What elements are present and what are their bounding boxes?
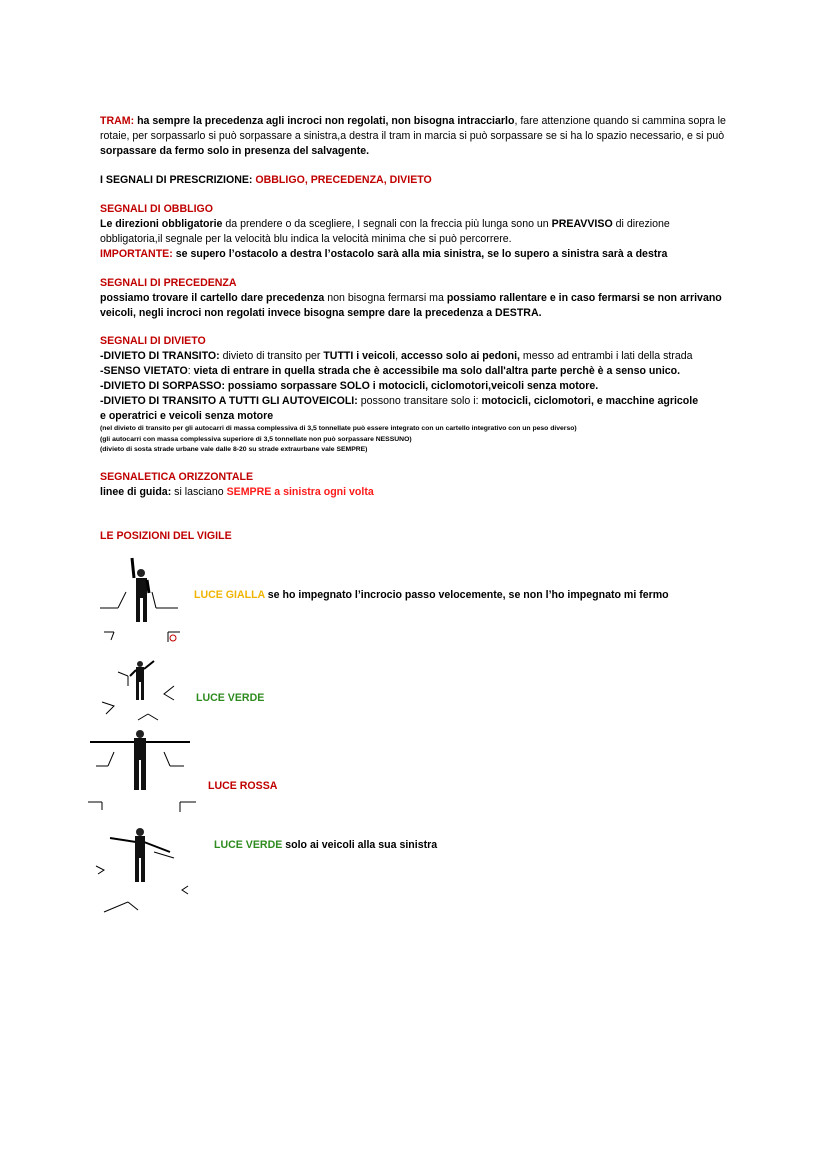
tram-text-1: ha sempre la precedenza agli incroci non regolati, non bisogna intracciarlo: [137, 115, 515, 127]
vigile-figure-green: [98, 656, 188, 722]
divieto-autoveicoli-b: motocicli, ciclomotori, e macchine agricole e operatrici e veicoli senza motore: [100, 395, 699, 422]
vigile-green-color: LUCE VERDE: [196, 692, 265, 704]
vigile-figure-yellow: [96, 556, 186, 648]
divieto-sorpasso: -DIVIETO DI SORPASSO: possiamo sorpassare SOLO i motocicli, ciclomotori,veicoli senza motore.: [100, 380, 599, 392]
orizzontale-title: SEGNALETICA ORIZZONTALE: [100, 471, 254, 483]
orizzontale-text-2: si lasciano: [171, 486, 227, 498]
divieto-autoveicoli-label: -DIVIETO DI TRANSITO A TUTTI GLI AUTOVEICOLI:: [100, 395, 358, 407]
importante-label: IMPORTANTE:: [100, 248, 173, 260]
obbligo-text-3: PREAVVISO: [551, 218, 613, 230]
divieto-transito-d: accesso solo ai pedoni,: [401, 350, 520, 362]
vigile-label-yellow: [194, 589, 669, 601]
precedenza-title: SEGNALI DI PRECEDENZA: [100, 277, 237, 289]
tram-paragraph: [100, 114, 730, 159]
divieto-transito: [100, 349, 740, 364]
senso-vietato-a: :: [187, 365, 194, 377]
vigile-red-color: LUCE ROSSA: [208, 780, 278, 792]
divieto-title: SEGNALI DI DIVIETO: [100, 335, 206, 347]
orizzontale-section: [100, 470, 730, 500]
vigile-title: LE POSIZIONI DEL VIGILE: [100, 530, 232, 542]
divieto-section: [100, 334, 740, 456]
importante-line: [100, 247, 730, 262]
orizzontale-text-1: linee di guida:: [100, 486, 172, 498]
precedenza-section: [100, 276, 730, 321]
orizzontale-text: [100, 485, 730, 500]
vigile-figure-red: [86, 724, 198, 814]
divieto-transito-e: messo ad entrambi i lati della strada: [519, 350, 693, 362]
precedenza-text-2: non bisogna fermarsi ma: [324, 292, 447, 304]
obbligo-title: SEGNALI DI OBBLIGO: [100, 203, 214, 215]
vigile-yellow-color: LUCE GIALLA: [194, 589, 265, 601]
senso-vietato: [100, 364, 740, 379]
vigile-figure-green-left: [88, 822, 200, 914]
divieto-transito-c: ,: [395, 350, 402, 362]
obbligo-text-2: da prendere o da scegliere, I segnali con la freccia più lunga sono un: [222, 218, 552, 230]
obbligo-section: [100, 202, 730, 262]
tram-label: TRAM:: [100, 115, 135, 127]
prescrizione-value: OBBLIGO, PRECEDENZA, DIVIETO: [255, 174, 432, 186]
senso-vietato-b: vieta di entrare in quella strada che è accessibile ma solo dall'altra parte perchè è a senso unico.: [193, 365, 681, 377]
vigile-section: [100, 529, 730, 544]
vigile-label-green: [196, 692, 264, 704]
vigile-label-red: [208, 780, 277, 792]
divieto-transito-b: TUTTI i veicoli: [323, 350, 396, 362]
divieto-note-1: (nel divieto di transito per gli autocarri di massa complessiva di 3,5 tonnellate può essere integrato con un cartello integrativo con un peso diverso): [100, 425, 577, 432]
divieto-autoveicoli: [100, 394, 700, 424]
tram-text-2: , fare attenzione quando si cammina sopra le rotaie, per sorpassarlo si può sorpassare a sinistra,a destra il tram in marcia si può sorpassare se si ha lo spazio necessario, e si può: [100, 115, 726, 142]
precedenza-text-3: possiamo rallentare e in caso fermarsi se non arrivano veicoli, negli incroci non regolati invece bisogna sempre dare la precedenza a DESTRA.: [100, 292, 722, 319]
precedenza-text-1: possiamo trovare il cartello dare precedenza: [100, 292, 325, 304]
obbligo-text-4: di direzione obbligatoria,il segnale per la velocità blu indica la velocità minima che si può percorrere.: [100, 218, 670, 245]
divieto-note-2: (gli autocarri con massa complessiva superiore di 3,5 tonnellate non può sorpassare NESSUNO): [100, 435, 412, 443]
prescrizione-line: [100, 173, 730, 188]
obbligo-text: [100, 217, 730, 247]
tram-text-3: sorpassare da fermo solo in presenza del salvagente.: [100, 145, 370, 157]
precedenza-text: [100, 291, 730, 321]
divieto-transito-a: divieto di transito per: [219, 350, 324, 362]
vigile-green-left-color: LUCE VERDE: [214, 839, 283, 851]
importante-text: se supero l’ostacolo a destra l’ostacolo sarà alla mia sinistra, se lo supero a sinistra sarà a destra: [172, 248, 668, 260]
prescrizione-label: I SEGNALI DI PRESCRIZIONE:: [100, 174, 256, 186]
orizzontale-text-3: SEMPRE a sinistra ogni volta: [226, 486, 374, 498]
obbligo-text-1: Le direzioni obbligatorie: [100, 218, 223, 230]
divieto-autoveicoli-a: possono transitare solo i:: [357, 395, 482, 407]
vigile-green-left-text: solo ai veicoli alla sua sinistra: [282, 839, 438, 851]
vigile-label-green-left: [214, 839, 437, 851]
senso-vietato-label: -SENSO VIETATO: [100, 365, 188, 377]
vigile-yellow-text: se ho impegnato l’incrocio passo velocemente, se non l’ho impegnato mi fermo: [264, 589, 669, 601]
divieto-note-3: (divieto di sosta strade urbane vale dalle 8-20 su strade extraurbane vale SEMPRE): [100, 446, 368, 453]
divieto-transito-label: -DIVIETO DI TRANSITO:: [100, 350, 220, 362]
